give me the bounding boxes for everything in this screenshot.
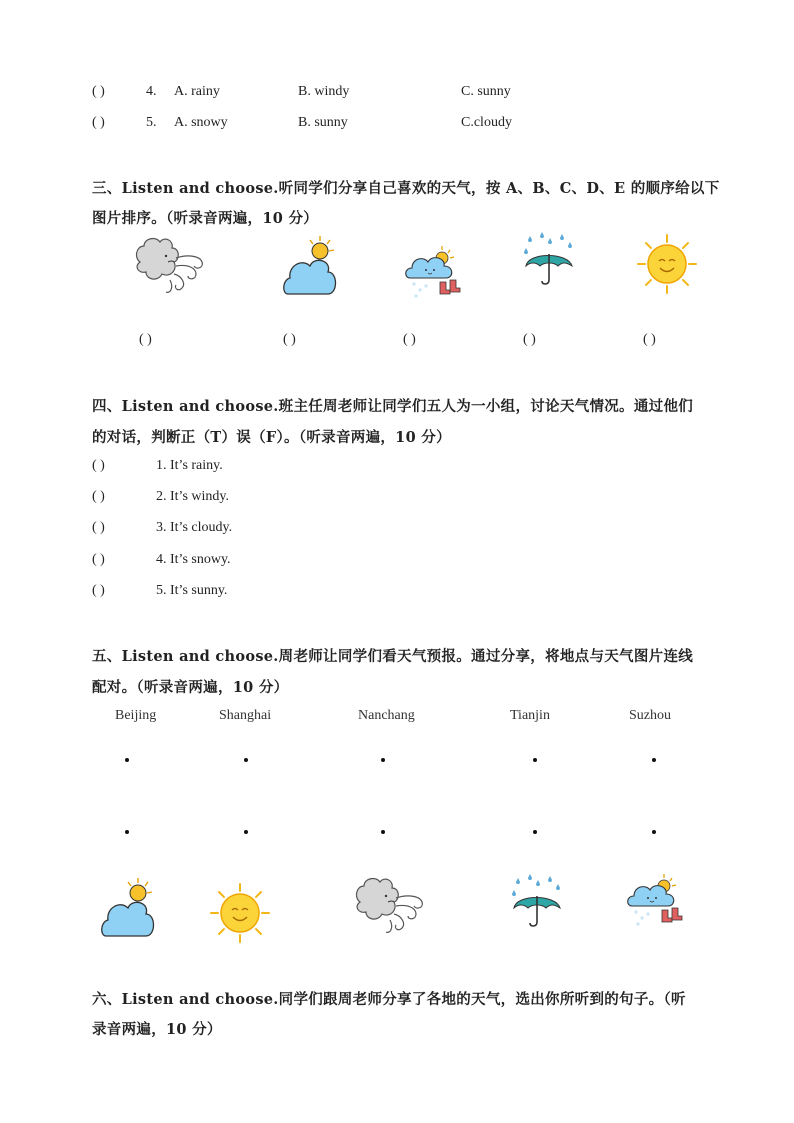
order-blank-4[interactable]: ( ) <box>523 332 536 347</box>
sun-icon <box>636 233 698 295</box>
section-5-title-cont: 配对。（听录音两遍，10 分） <box>92 679 289 696</box>
rain-umbrella-icon <box>510 874 564 928</box>
match-dot-city[interactable] <box>652 758 656 762</box>
option-b: B. windy <box>298 84 350 99</box>
answer-paren[interactable]: ( ) <box>92 458 105 473</box>
option-c: C.cloudy <box>461 115 512 130</box>
statement: 5. It’s sunny. <box>156 583 228 598</box>
wind-icon <box>350 872 430 938</box>
answer-paren[interactable]: ( ) <box>92 520 105 535</box>
snow-icon <box>404 244 466 300</box>
answer-paren[interactable]: ( ) <box>92 489 105 504</box>
section-6-title-cont: 录音两遍，10 分） <box>92 1021 222 1038</box>
order-blank-2[interactable]: ( ) <box>283 332 296 347</box>
section-3-title-cont: 图片排序。（听录音两遍，10 分） <box>92 210 319 227</box>
answer-paren[interactable]: ( ) <box>92 552 105 567</box>
rain-umbrella-icon <box>522 232 576 286</box>
city-shanghai: Shanghai <box>219 708 272 723</box>
city-beijing: Beijing <box>115 708 157 723</box>
section-6-title: 六、Listen and choose.同学们跟周老师分享了各地的天气，选出你所听到的句子。（听 <box>92 991 686 1008</box>
match-dot-picture[interactable] <box>652 830 656 834</box>
order-blank-3[interactable]: ( ) <box>403 332 416 347</box>
statement: 3. It’s cloudy. <box>156 520 233 535</box>
match-dot-city[interactable] <box>381 758 385 762</box>
match-dot-picture[interactable] <box>125 830 129 834</box>
sun-icon <box>209 882 271 944</box>
order-blank-1[interactable]: ( ) <box>139 332 152 347</box>
city-nanchang: Nanchang <box>358 708 415 723</box>
question-number: 5. <box>146 115 157 130</box>
order-blank-5[interactable]: ( ) <box>643 332 656 347</box>
section-4-title-cont: 的对话，判断正（T）误（F）。（听录音两遍，10 分） <box>92 429 451 446</box>
statement: 1. It’s rainy. <box>156 458 223 473</box>
match-dot-city[interactable] <box>244 758 248 762</box>
snow-icon <box>626 872 688 928</box>
city-suzhou: Suzhou <box>629 708 671 723</box>
section-4-title: 四、Listen and choose.班主任周老师让同学们五人为一小组，讨论天气情况。通过他们 <box>92 398 694 415</box>
answer-paren[interactable]: ( ) <box>92 583 105 598</box>
wind-icon <box>130 232 210 298</box>
city-tianjin: Tianjin <box>510 708 550 723</box>
match-dot-city[interactable] <box>125 758 129 762</box>
section-5-title: 五、Listen and choose.周老师让同学们看天气预报。通过分享，将地点与天气图片连线 <box>92 648 694 665</box>
cloud-sun-icon <box>282 234 340 298</box>
match-dot-picture[interactable] <box>381 830 385 834</box>
match-dot-picture[interactable] <box>244 830 248 834</box>
cloud-sun-icon <box>100 876 158 940</box>
question-number: 4. <box>146 84 157 99</box>
answer-paren[interactable]: ( ) <box>92 115 105 130</box>
statement: 2. It’s windy. <box>156 489 229 504</box>
option-b: B. sunny <box>298 115 348 130</box>
option-a: A. rainy <box>174 84 220 99</box>
match-dot-picture[interactable] <box>533 830 537 834</box>
section-3-title: 三、Listen and choose.听同学们分享自己喜欢的天气，按 A、B、C、D、E 的顺序给以下 <box>92 180 720 197</box>
answer-paren[interactable]: ( ) <box>92 84 105 99</box>
option-a: A. snowy <box>174 115 228 130</box>
match-dot-city[interactable] <box>533 758 537 762</box>
option-c: C. sunny <box>461 84 511 99</box>
statement: 4. It’s snowy. <box>156 552 231 567</box>
